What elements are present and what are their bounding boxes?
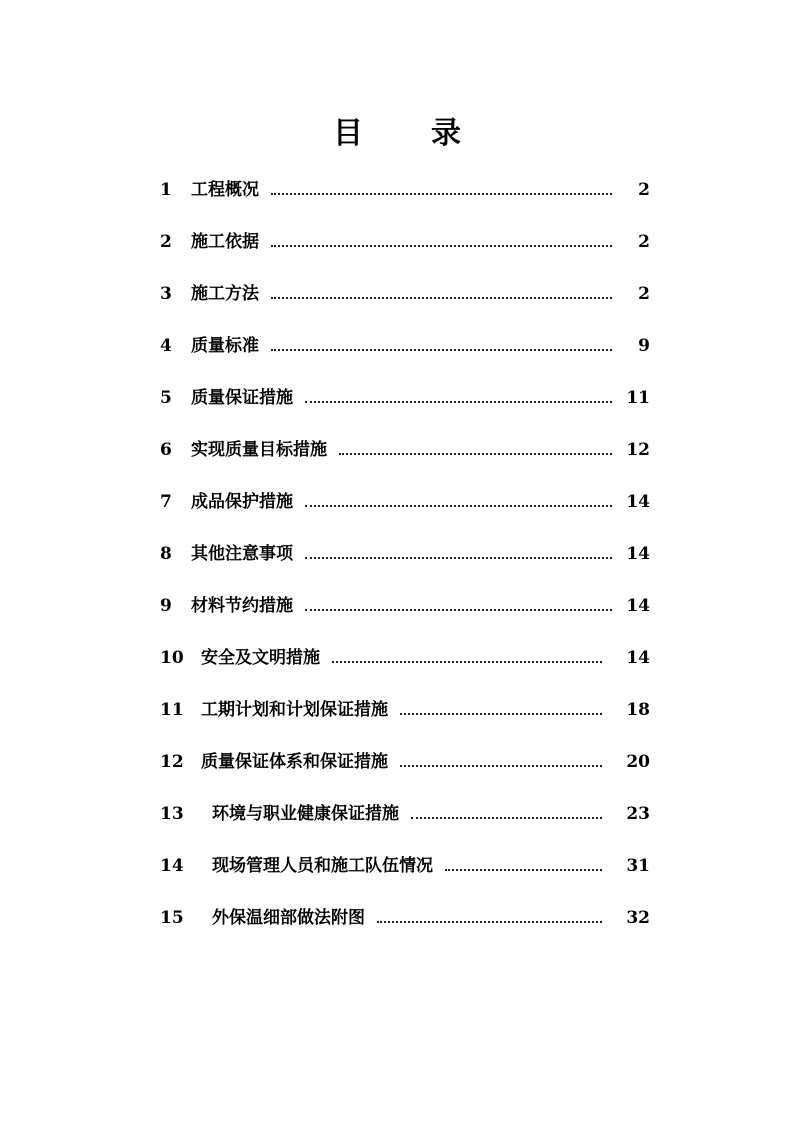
toc-number: 10 xyxy=(160,648,184,668)
toc-label: 安全及文明措施 xyxy=(201,648,320,668)
toc-number: 15 xyxy=(160,908,184,928)
dot-leader xyxy=(271,193,612,195)
toc-entry[interactable] xyxy=(160,488,650,512)
toc-number: 12 xyxy=(160,752,184,772)
toc-entry[interactable] xyxy=(160,592,650,616)
toc-number: 3 xyxy=(160,284,172,304)
toc-label: 质量标准 xyxy=(191,336,259,356)
toc-page-number: 23 xyxy=(626,804,650,824)
toc-number: 4 xyxy=(160,336,172,356)
toc-entry[interactable] xyxy=(160,228,650,252)
toc-label: 质量保证体系和保证措施 xyxy=(201,752,388,772)
toc-page-number: 11 xyxy=(626,388,650,408)
toc-label: 工期计划和计划保证措施 xyxy=(201,700,388,720)
toc-entry[interactable] xyxy=(160,540,650,564)
toc-label: 实现质量目标措施 xyxy=(191,440,327,460)
toc-entry[interactable] xyxy=(160,280,650,304)
dot-leader xyxy=(445,869,602,871)
toc-entry[interactable] xyxy=(160,644,650,668)
toc-label: 施工依据 xyxy=(191,232,259,252)
toc-entry[interactable] xyxy=(160,852,650,876)
title-char-2: 录 xyxy=(431,116,461,151)
toc-page-number: 31 xyxy=(626,856,650,876)
toc-label: 环境与职业健康保证措施 xyxy=(212,804,399,824)
dot-leader xyxy=(377,921,602,923)
toc-entry[interactable] xyxy=(160,696,650,720)
toc-label: 施工方法 xyxy=(191,284,259,304)
dot-leader xyxy=(271,245,612,247)
toc-number: 2 xyxy=(160,232,172,252)
toc-number: 13 xyxy=(160,804,184,824)
toc-number: 1 xyxy=(160,180,172,200)
toc-number: 14 xyxy=(160,856,184,876)
toc-label: 质量保证措施 xyxy=(191,388,293,408)
title-char-1: 目 xyxy=(333,116,363,151)
toc-label: 其他注意事项 xyxy=(191,544,293,564)
toc-page-number: 2 xyxy=(638,180,650,200)
dot-leader xyxy=(332,661,602,663)
toc-page-number: 32 xyxy=(626,908,650,928)
dot-leader xyxy=(305,557,612,559)
toc-entry[interactable] xyxy=(160,436,650,460)
toc-label: 外保温细部做法附图 xyxy=(212,908,365,928)
toc-entry[interactable] xyxy=(160,176,650,200)
toc-label: 成品保护措施 xyxy=(191,492,293,512)
toc-page-number: 20 xyxy=(626,752,650,772)
toc-page-number: 18 xyxy=(626,700,650,720)
toc-number: 5 xyxy=(160,388,172,408)
toc-page-number: 12 xyxy=(626,440,650,460)
toc-number: 9 xyxy=(160,596,172,616)
toc-label: 材料节约措施 xyxy=(191,596,293,616)
dot-leader xyxy=(271,297,612,299)
dot-leader xyxy=(400,765,602,767)
toc-label: 现场管理人员和施工队伍情况 xyxy=(212,856,433,876)
dot-leader xyxy=(400,713,602,715)
toc-entry[interactable] xyxy=(160,384,650,408)
toc-entry[interactable] xyxy=(160,748,650,772)
toc-entry[interactable] xyxy=(160,904,650,928)
dot-leader xyxy=(339,453,612,455)
toc-page-number: 2 xyxy=(638,232,650,252)
toc-number: 11 xyxy=(160,700,184,720)
toc-number: 7 xyxy=(160,492,172,512)
toc-page-number: 2 xyxy=(638,284,650,304)
page-title xyxy=(0,108,794,152)
toc-page-number: 14 xyxy=(626,596,650,616)
toc-page-number: 9 xyxy=(638,336,650,356)
toc-page-number: 14 xyxy=(626,492,650,512)
toc-number: 8 xyxy=(160,544,172,564)
dot-leader xyxy=(305,401,612,403)
dot-leader xyxy=(305,505,612,507)
toc-entry[interactable] xyxy=(160,800,650,824)
toc-entry[interactable] xyxy=(160,332,650,356)
dot-leader xyxy=(411,817,602,819)
toc-page-number: 14 xyxy=(626,544,650,564)
dot-leader xyxy=(305,609,612,611)
toc-label: 工程概况 xyxy=(191,180,259,200)
toc-number: 6 xyxy=(160,440,172,460)
toc-page-number: 14 xyxy=(626,648,650,668)
dot-leader xyxy=(271,349,612,351)
